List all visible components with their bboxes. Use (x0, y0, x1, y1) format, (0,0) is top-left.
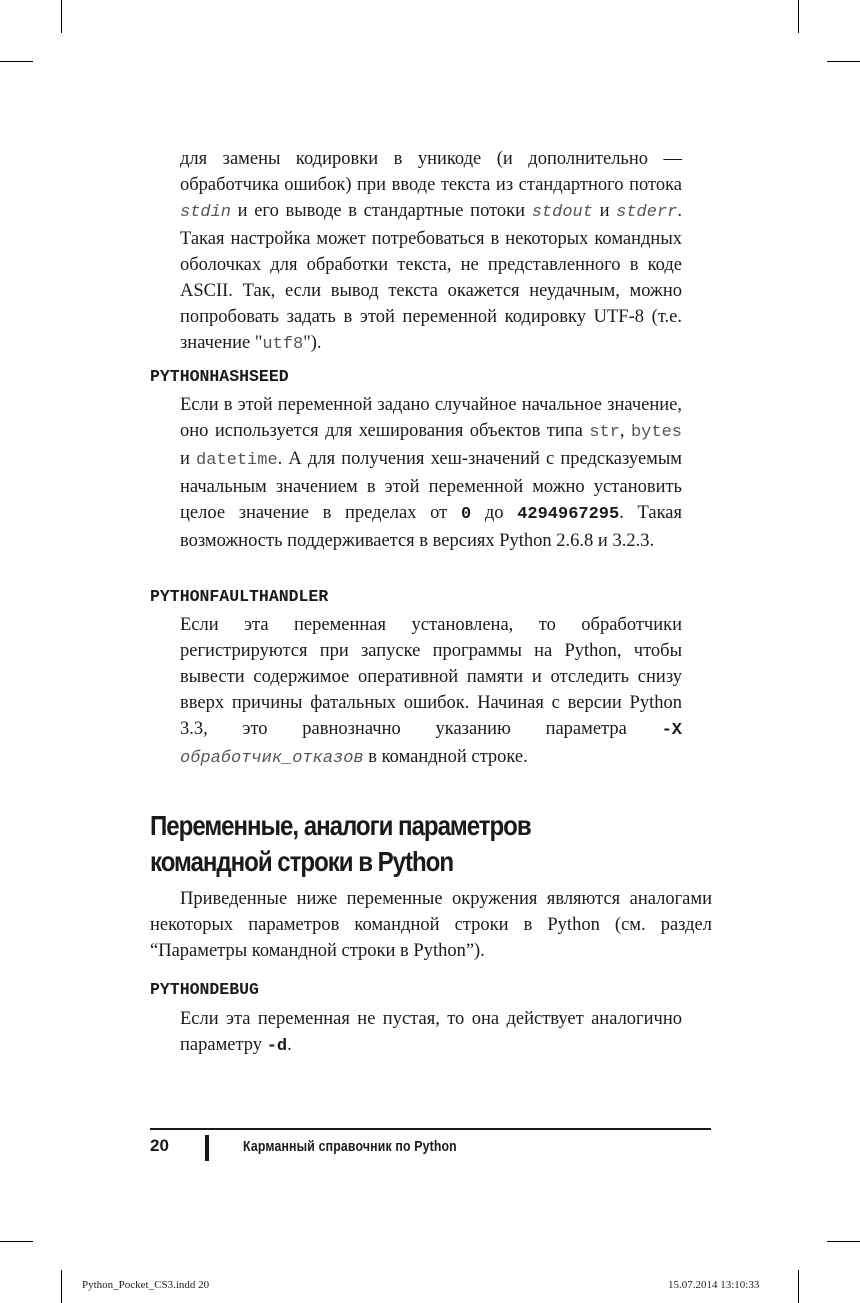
code-option-x: -X (661, 721, 682, 740)
code-fault-handler: обработчик_отказов (180, 749, 364, 768)
crop-mark (827, 1241, 860, 1242)
running-title: Карманный справочник по Python (243, 1138, 457, 1155)
code-bytes: bytes (630, 423, 682, 442)
crop-mark (0, 1241, 33, 1242)
section-heading (150, 808, 666, 880)
section-intro: Приведенные ниже переменные окружения являются аналогами некоторых параметров командной строки в Python (см. раздел “Параметры командной строки в Python”). (150, 889, 712, 961)
crop-mark (798, 0, 799, 33)
code-stdin: stdin (180, 203, 232, 222)
crop-mark (827, 61, 860, 62)
term-pythonfaulthandler: PYTHONFAULTHANDLER (150, 587, 329, 606)
slug-timestamp: 15.07.2014 13:10:33 (668, 1279, 760, 1291)
text-run: Если эта переменная не пустая, то она действует аналогично параметру (180, 1009, 682, 1055)
text-run: для замены кодировки в уникоде (и дополнительно — обработчика ошибок) при вводе текста из стандартного потока (180, 149, 682, 195)
crop-mark (61, 1270, 62, 1303)
text-run: . Такая настройка может потребоваться в некоторых командных оболочках для обработки текста, не представленного в коде ASCII. Так, если вывод текста окажется неудачным, можно попробовать задать в этой переменной кодировку UTF-8 (т.е. значение " (180, 201, 682, 353)
text-run: Если в этой переменной задано случайное начальное значение, оно используется для хеширования объектов типа (180, 395, 682, 441)
paragraph-encoding-continuation (180, 146, 682, 358)
term-pythondebug: PYTHONDEBUG (150, 980, 259, 999)
page-number: 20 (150, 1136, 169, 1155)
code-datetime: datetime (196, 451, 278, 470)
crop-mark (61, 0, 62, 33)
footer-rule (150, 1128, 711, 1130)
code-max-seed: 4294967295 (517, 505, 620, 524)
text-run: "). (303, 333, 322, 353)
code-option-d: -d (266, 1037, 288, 1056)
footer-separator (205, 1135, 209, 1161)
text-run: до (471, 503, 518, 523)
text-run: . (287, 1035, 292, 1055)
term-pythonhashseed: PYTHONHASHSEED (150, 367, 289, 386)
heading-line: командной строки в Python (150, 846, 454, 877)
text-run: . А для получения хеш-значений с предсказуемым начальным значением в этой переменной можно установить целое значение в пределах от (180, 449, 682, 523)
text-run: Если эта переменная установлена, то обработчики регистрируются при запуске программы на Python, чтобы вывести содержимое оперативной памяти и отследить снизу вверх причины фатальных ошибок. Начиная с версии Python 3.3, это равнозначно указанию параметра (180, 615, 682, 739)
text-run: в командной строке. (363, 747, 528, 767)
crop-mark (0, 61, 33, 62)
code-zero: 0 (460, 505, 472, 524)
code-str: str (589, 423, 620, 442)
text-run: и (592, 201, 617, 221)
paragraph-pythondebug (180, 1006, 682, 1060)
code-utf8: utf8 (262, 335, 304, 354)
heading-line: Переменные, аналоги параметров (150, 810, 531, 841)
crop-mark (798, 1270, 799, 1303)
text-run: и (180, 449, 197, 469)
text-run: и его выводе в стандартные потоки (231, 201, 532, 221)
text-run: , (619, 421, 631, 441)
code-stderr: stderr (616, 203, 678, 222)
paragraph-pythonfaulthandler (180, 612, 682, 772)
paragraph-pythonhashseed (180, 392, 682, 554)
slug-filename: Python_Pocket_CS3.indd 20 (82, 1279, 210, 1291)
text-run: . Такая возможность поддерживается в версиях Python 2.6.8 и 3.2.3. (180, 503, 683, 551)
code-stdout: stdout (531, 203, 593, 222)
